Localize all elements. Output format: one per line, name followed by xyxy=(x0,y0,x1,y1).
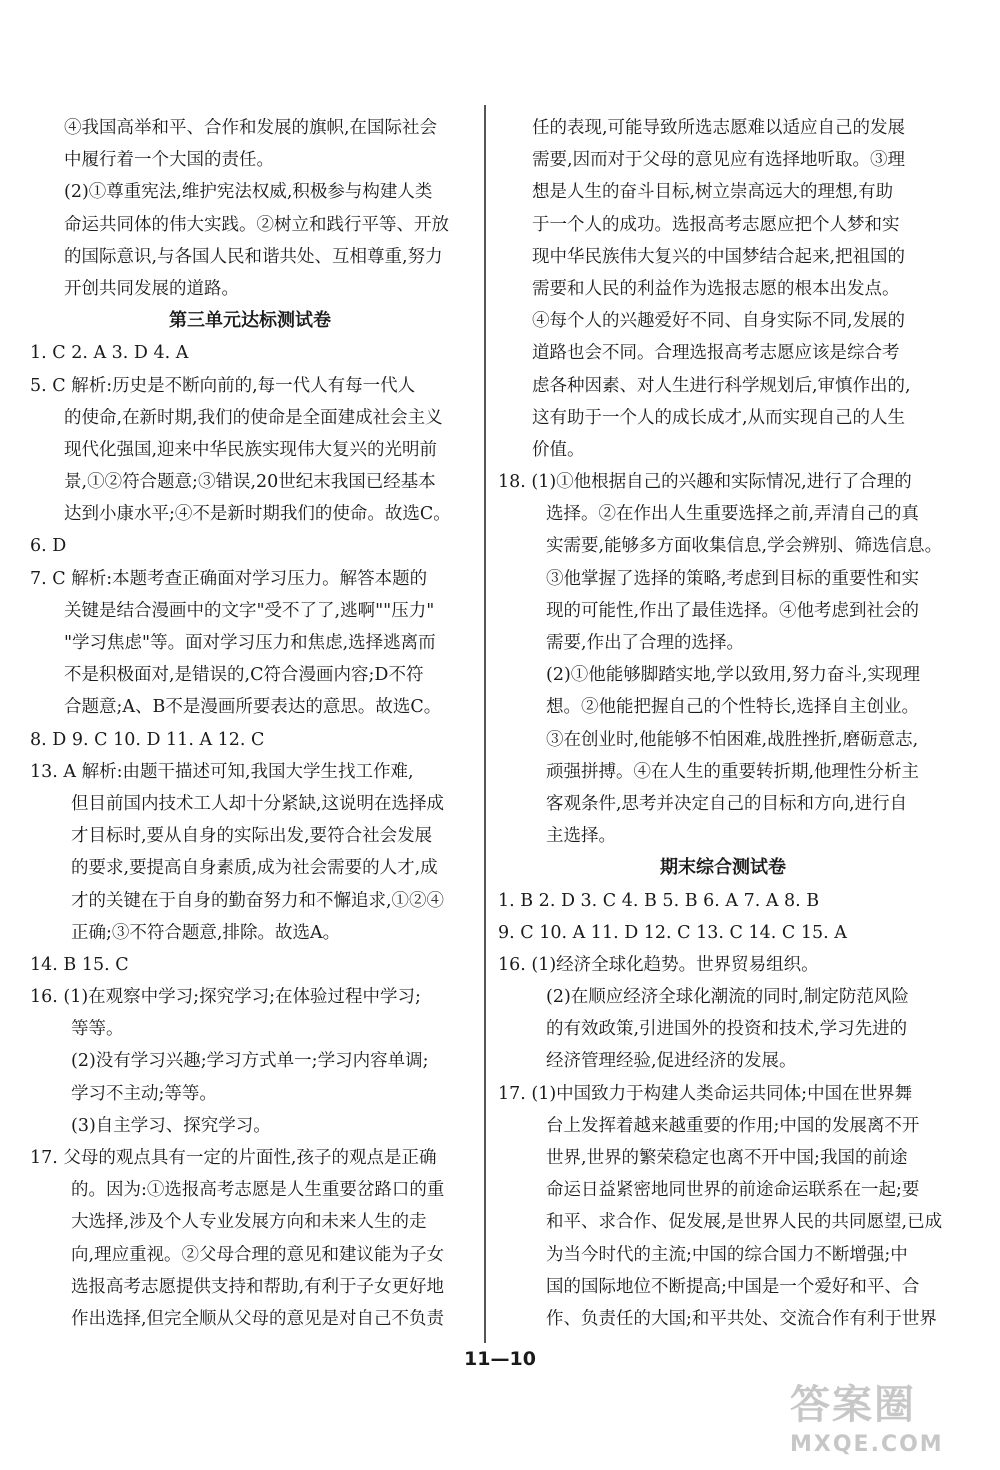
text-line: 需要,因而对于父母的意见应有选择地听取。③理 xyxy=(532,150,906,171)
text-line: ③他掌握了选择的策略,考虑到目标的重要性和实 xyxy=(546,568,920,589)
watermark-bottom-text: MXQE.COM xyxy=(790,1432,944,1457)
text-line: 世界,世界的繁荣稳定也离不开中国;我国的前途 xyxy=(546,1148,908,1168)
text-line: 于一个人的成功。选报高考志愿应把个人梦和实 xyxy=(532,214,900,235)
text-line: 13. A 解析:由题干描述可知,我国大学生找工作难, xyxy=(30,761,414,782)
text-line: 关键是结合漫画中的文字"受不了了,逃啊""压力" xyxy=(64,600,435,621)
text-line: (2)没有学习兴趣;学习方式单一;学习内容单调; xyxy=(71,1051,429,1072)
text-line: 的。因为:①选报高考志愿是人生重要岔路口的重 xyxy=(71,1180,445,1201)
text-line: 选报高考志愿提供支持和帮助,有利于子女更好地 xyxy=(71,1276,445,1297)
text-line: 17. 父母的观点具有一定的片面性,孩子的观点是正确 xyxy=(30,1148,437,1168)
text-line: 经济管理经验,促进经济的发展。 xyxy=(546,1051,797,1072)
text-line: 和平、求合作、促发展,是世界人民的共同愿望,已成 xyxy=(546,1212,943,1233)
text-line: 正确;③不符合题意,排除。故选A。 xyxy=(71,922,341,943)
text-line: (2)①他能够脚踏实地,学以致用,努力奋斗,实现理 xyxy=(546,665,920,686)
text-line: 台上发挥着越来越重要的作用;中国的发展离不开 xyxy=(546,1115,920,1136)
text-line: 1. C 2. A 3. D 4. A xyxy=(30,343,189,364)
text-line: 向,理应重视。②父母合理的意见和建议能为子女 xyxy=(71,1244,445,1265)
text-line: 这有助于一个人的成长成才,从而实现自己的人生 xyxy=(532,407,906,428)
text-line: 现中华民族伟大复兴的中国梦结合起来,把祖国的 xyxy=(532,246,906,267)
text-line: 为当今时代的主流;中国的综合国力不断增强;中 xyxy=(546,1244,908,1265)
text-line: 任的表现,可能导致所选志愿难以适应自己的发展 xyxy=(532,118,906,138)
text-line: 命运共同体的伟大实践。②树立和践行平等、开放 xyxy=(64,214,449,235)
text-line: 客观条件,思考并决定自己的目标和方向,进行自 xyxy=(546,793,908,814)
text-line: 的有效政策,引进国外的投资和技术,学习先进的 xyxy=(546,1019,908,1040)
text-line: 1. B 2. D 3. C 4. B 5. B 6. A 7. A 8. B xyxy=(498,890,820,911)
text-line: 命运日益紧密地同世界的前途命运联系在一起;要 xyxy=(546,1180,920,1201)
watermark-top-text: 答案圈 xyxy=(790,1382,916,1428)
right-column xyxy=(498,112,948,1335)
text-line: 的国际意识,与各国人民和谐共处、互相尊重,努力 xyxy=(64,246,443,267)
text-line: 作出选择,但完全顺从父母的意见是对自己不负责 xyxy=(71,1308,445,1329)
text-line: 才目标时,要从自身的实际出发,要符合社会发展 xyxy=(71,826,433,847)
text-line: 选择。②在作出人生重要选择之前,弄清自己的真 xyxy=(546,504,920,525)
text-line: 道路也会不同。合理选报高考志愿应该是综合考 xyxy=(532,343,900,364)
text-line: 主选择。 xyxy=(546,826,616,847)
left-column xyxy=(30,112,470,1335)
text-line: 中履行着一个大国的责任。 xyxy=(64,150,274,171)
text-line: 现的可能性,作出了最佳选择。④他考虑到社会的 xyxy=(546,600,920,621)
text-line: 需要和人民的利益作为选报志愿的根本出发点。 xyxy=(532,278,900,299)
text-line: 想是人生的奋斗目标,树立崇高远大的理想,有助 xyxy=(532,182,894,203)
text-line: 5. C 解析:历史是不断向前的,每一代人有每一代人 xyxy=(30,375,416,396)
text-line: 学习不主动;等等。 xyxy=(71,1083,217,1104)
text-line: 顽强拼搏。④在人生的重要转折期,他理性分析主 xyxy=(546,761,920,782)
text-line: 景,①②符合题意;③错误,20世纪末我国已经基本 xyxy=(64,472,436,493)
text-line: 的使命,在新时期,我们的使命是全面建成社会主义 xyxy=(64,407,443,428)
text-line: 达到小康水平;④不是新时期我们的使命。故选C。 xyxy=(64,504,451,525)
text-line: 实需要,能够多方面收集信息,学会辨别、筛选信息。 xyxy=(546,536,943,557)
text-line: 18. (1)①他根据自己的兴趣和实际情况,进行了合理的 xyxy=(498,472,912,493)
text-line: 不是积极面对,是错误的,C符合漫画内容;D不符 xyxy=(64,665,424,686)
text-line: 国的国际地位不断提高;中国是一个爱好和平、合 xyxy=(546,1276,920,1297)
text-line: (2)①尊重宪法,维护宪法权威,积极参与构建人类 xyxy=(64,182,433,203)
text-line: ③在创业时,他能够不怕困难,战胜挫折,磨砺意志, xyxy=(546,729,919,750)
text-line: 想。②他能把握自己的个性特长,选择自主创业。 xyxy=(546,697,920,718)
text-line: 虑各种因素、对人生进行科学规划后,审慎作出的, xyxy=(532,375,911,396)
text-line: 但目前国内技术工人却十分紧缺,这说明在选择成 xyxy=(71,793,445,814)
text-line: 大选择,涉及个人专业发展方向和未来人生的走 xyxy=(71,1212,427,1233)
watermark-logo xyxy=(790,1380,990,1468)
text-line: 16. (1)在观察中学习;探究学习;在体验过程中学习; xyxy=(30,987,421,1008)
text-line: 等等。 xyxy=(71,1019,124,1040)
text-line: 价值。 xyxy=(532,439,585,460)
text-line: 17. (1)中国致力于构建人类命运共同体;中国在世界舞 xyxy=(498,1083,913,1104)
text-line: 才的关键在于自身的勤奋努力和不懈追求,①②④ xyxy=(71,890,445,911)
text-line: ④我国高举和平、合作和发展的旗帜,在国际社会 xyxy=(64,118,438,138)
text-line: (2)在顺应经济全球化潮流的同时,制定防范风险 xyxy=(546,987,909,1008)
text-line: 开创共同发展的道路。 xyxy=(64,278,239,299)
text-line: 6. D xyxy=(30,536,67,557)
section-heading: 期末综合测试卷 xyxy=(660,857,786,879)
text-line: (3)自主学习、探究学习。 xyxy=(71,1115,271,1136)
text-line: 8. D 9. C 10. D 11. A 12. C xyxy=(30,729,265,750)
text-line: "学习焦虑"等。面对学习压力和焦虑,选择逃离而 xyxy=(64,633,436,653)
page-number: 11—10 xyxy=(464,1348,536,1370)
text-line: 需要,作出了合理的选择。 xyxy=(546,633,745,653)
text-line: 作、负责任的大国;和平共处、交流合作有利于世界 xyxy=(546,1308,937,1329)
column-divider xyxy=(484,105,486,1343)
text-line: 9. C 10. A 11. D 12. C 13. C 14. C 15. A xyxy=(498,922,847,943)
text-line: 的要求,要提高自身素质,成为社会需要的人才,成 xyxy=(71,858,438,879)
text-line: 7. C 解析:本题考查正确面对学习压力。解答本题的 xyxy=(30,568,428,589)
text-line: 现代化强国,迎来中华民族实现伟大复兴的光明前 xyxy=(64,439,438,460)
text-line: 14. B 15. C xyxy=(30,954,129,975)
text-line: ④每个人的兴趣爱好不同、自身实际不同,发展的 xyxy=(532,311,906,332)
section-heading: 第三单元达标测试卷 xyxy=(169,310,331,332)
text-line: 16. (1)经济全球化趋势。世界贸易组织。 xyxy=(498,954,819,975)
text-line: 合题意;A、B不是漫画所要表达的意思。故选C。 xyxy=(64,697,442,718)
